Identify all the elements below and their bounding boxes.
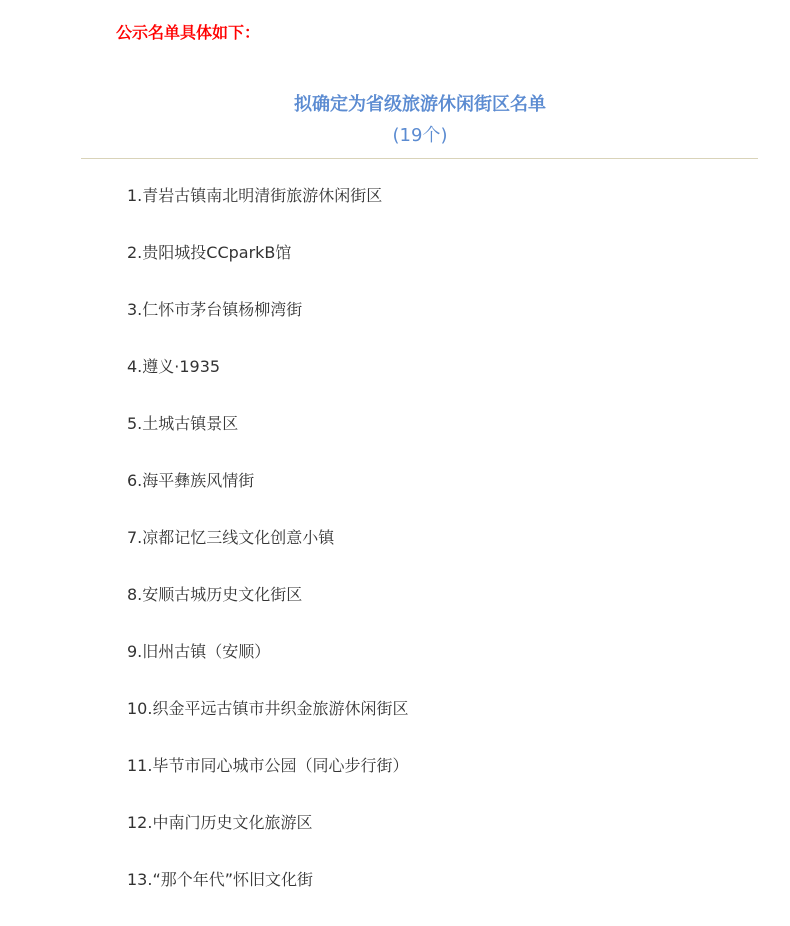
- list-item: 13.“那个年代”怀旧文化街: [127, 870, 314, 889]
- list-item: 1.青岩古镇南北明清街旅游休闲街区: [127, 186, 383, 205]
- list-item: 6.海平彝族风情街: [127, 471, 255, 490]
- divider: [81, 158, 758, 159]
- intro-text: 公示名单具体如下：: [116, 23, 261, 42]
- list-item: 8.安顺古城历史文化街区: [127, 585, 303, 604]
- list-item: 10.织金平远古镇市井织金旅游休闲街区: [127, 699, 409, 718]
- district-list: [127, 185, 408, 926]
- list-item: 5.土城古镇景区: [127, 414, 239, 433]
- list-item: 11.毕节市同心城市公园（同心步行街）: [127, 756, 409, 775]
- list-item: 2.贵阳城投CCparkB馆: [127, 243, 292, 262]
- list-item: 3.仁怀市茅台镇杨柳湾街: [127, 300, 303, 319]
- list-item: 9.旧州古镇（安顺）: [127, 642, 271, 661]
- list-item: 12.中南门历史文化旅游区: [127, 813, 313, 832]
- list-item: 7.凉都记忆三线文化创意小镇: [127, 528, 335, 547]
- list-count: (19个): [392, 125, 448, 146]
- list-item: 4.遵义·1935: [127, 357, 221, 376]
- list-title: 拟确定为省级旅游休闲街区名单: [294, 94, 546, 115]
